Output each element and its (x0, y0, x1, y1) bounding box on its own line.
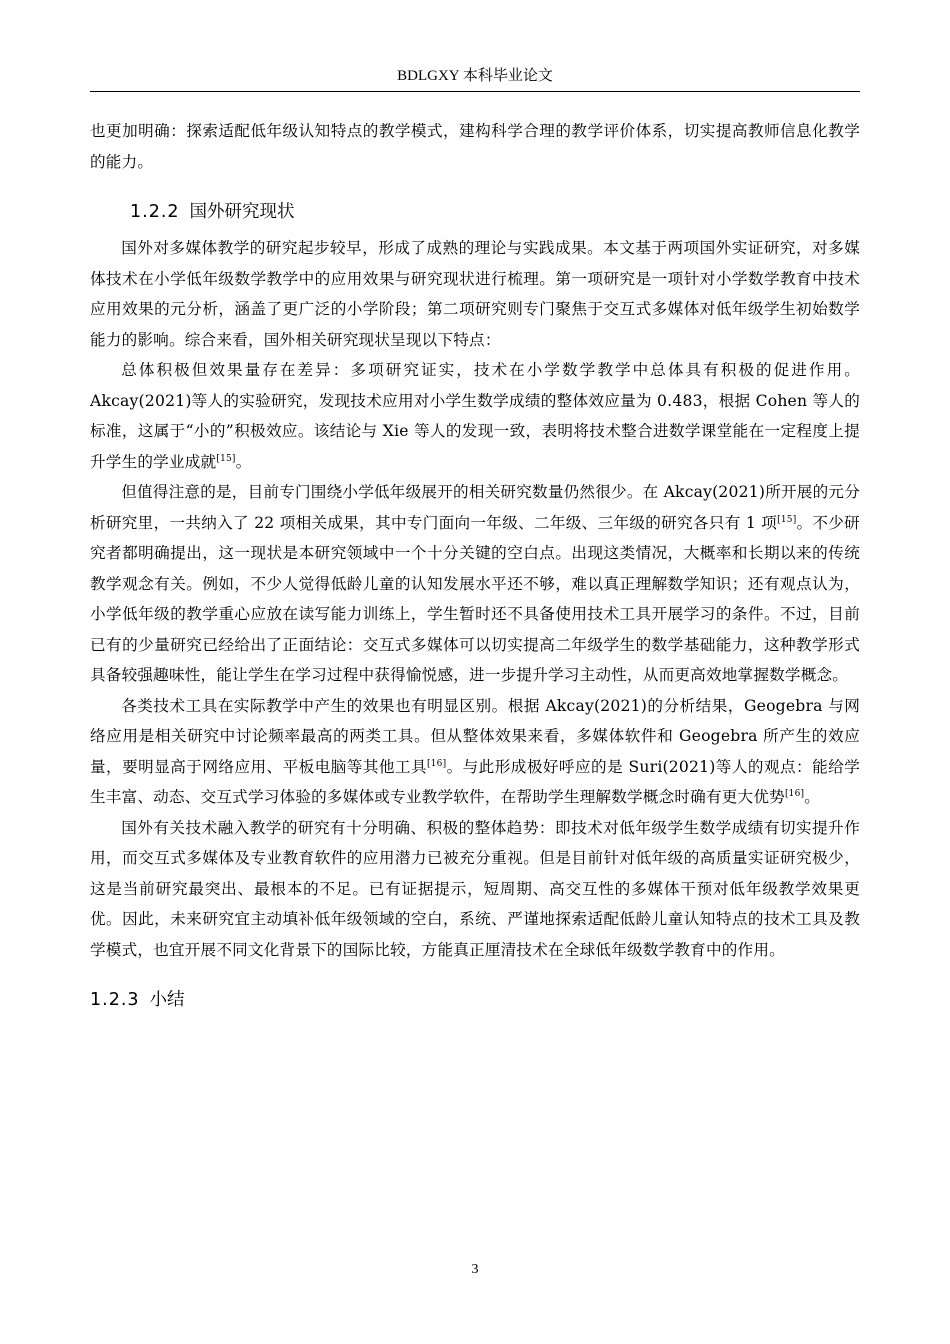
citation: [16] (427, 758, 447, 769)
paragraph-tail: 。 (235, 452, 252, 471)
body-text (90, 116, 860, 1015)
page-number: 3 (471, 1262, 479, 1277)
paragraph-text: 。与此形成极好呼应的是 Suri(2021)等人的观点：能给学生丰富、动态、交互式学习体验的多媒体或专业教学软件，在帮助学生理解数学概念时确有更大优势 (90, 757, 860, 806)
paragraph-text: 。不少研究者都明确提出，这一现状是本研究领域中一个十分关键的空白点。出现这类情况，大概率和长期以来的传统教学观念有关。例如，不少人觉得低龄儿童的认知发展水平还不够，难以真正理解数学知识；还有观点认为，小学低年级的教学重心应放在读写能力训练上，学生暂时还不具备使用技术工具开展学习的条件。不过，目前已有的少量研究已经给出了正面结论：交互式多媒体可以切实提高二年级学生的数学基础能力，这种教学形式具备较强趣味性，能让学生在学习过程中获得愉悦感，进一步提升学习主动性，从而更高效地掌握数学概念。 (90, 513, 860, 684)
citation: [15] (777, 514, 797, 525)
paragraph-1: 国外对多媒体教学的研究起步较早，形成了成熟的理论与实践成果。本文基于两项国外实证研究，对多媒体技术在小学低年级数学教学中的应用效果与研究现状进行梳理。第一项研究是一项针对小学数学教育中技术应用效果的元分析，涵盖了更广泛的小学阶段；第二项研究则专门聚焦于交互式多媒体对低年级学生初始数学能力的影响。综合来看，国外相关研究现状呈现以下特点： (90, 239, 860, 349)
section-heading-1-2-2 (90, 197, 860, 227)
section-number: 1.2.2 (130, 202, 180, 222)
running-header: BDLGXY 本科毕业论文 (397, 68, 553, 84)
section-heading-1-2-3 (90, 985, 860, 1015)
paragraph-2 (90, 355, 860, 477)
section-number: 1.2.3 (90, 990, 140, 1010)
header-rule (90, 91, 860, 92)
section-title: 国外研究现状 (189, 202, 295, 222)
citation: [15] (216, 453, 236, 464)
paragraph-4 (90, 691, 860, 813)
paragraph-5: 国外有关技术融入教学的研究有十分明确、积极的整体趋势：即技术对低年级学生数学成绩有切实提升作用，而交互式多媒体及专业教育软件的应用潜力已被充分重视。但是目前针对低年级的高质量实证研究极少，这是当前研究最突出、最根本的不足。已有证据提示，短周期、高交互性的多媒体干预对低年级教学效果更优。因此，未来研究宜主动填补低年级领域的空白，系统、严谨地探索适配低龄儿童认知特点的技术工具及教学模式，也宜开展不同文化背景下的国际比较，方能真正厘清技术在全球低年级数学教育中的作用。 (90, 818, 860, 959)
citation: [16] (784, 789, 805, 799)
paragraph-3 (90, 477, 860, 691)
paragraph-text: 总体积极但效果量存在差异：多项研究证实，技术在小学数学教学中总体具有积极的促进作用。Akcay(2021)等人的实验研究，发现技术应用对小学生数学成绩的整体效应量为 0.483，根据 Cohen 等人的标准，这属于“小的”积极效应。该结论与 Xie 等人的发现一致，表明将技术整合进数学课堂能在一定程度上提升学生的学业成就 (90, 361, 860, 471)
paragraph-continued: 也更加明确：探索适配低年级认知特点的教学模式，建构科学合理的教学评价体系，切实提高教师信息化教学的能力。 (90, 122, 860, 171)
paragraph-text: 各类技术工具在实际教学中产生的效果也有明显区别。根据 Akcay(2021)的分析结果，Geogebra 与网络应用是相关研究中讨论频率最高的两类工具。但从整体效果来看，多媒体软件和 Geogebra 所产生的效应量，要明显高于网络应用、平板电脑等其他工具 (90, 696, 860, 776)
paragraph-tail: 。 (804, 788, 821, 806)
paragraph-text: 但值得注意的是，目前专门围绕小学低年级展开的相关研究数量仍然很少。在 Akcay(2021)所开展的元分析研究里，一共纳入了 22 项相关成果，其中专门面向一年级、二年级、三年级的研究各只有 1 项 (90, 483, 860, 532)
section-title: 小结 (149, 990, 185, 1010)
